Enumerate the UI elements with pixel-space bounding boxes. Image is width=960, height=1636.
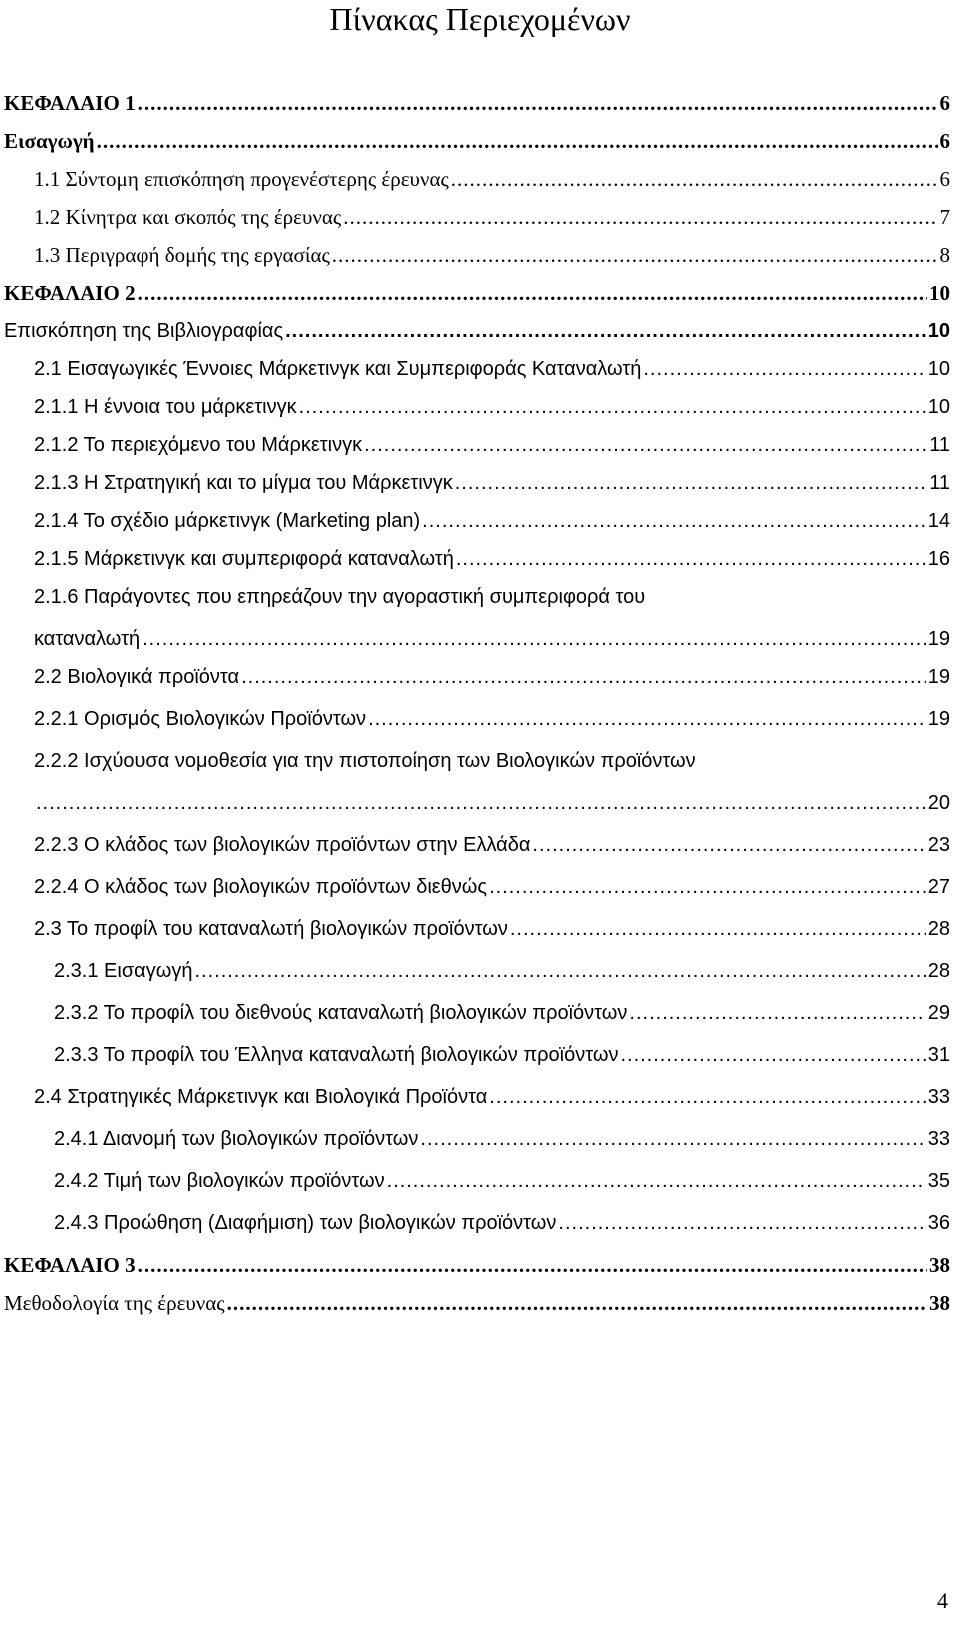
toc-entry-text: 2.1.2 Το περιεχόμενο του Μάρκετινγκ (34, 434, 363, 456)
toc-entry-text: Μεθοδολογία της έρευνας (4, 1291, 225, 1315)
toc-entry-text: 2.3.3 Το προφίλ του Έλληνα καταναλωτή βιολογικών προϊόντων (54, 1044, 619, 1066)
toc-page-number: 23 (927, 834, 950, 856)
toc-entry-text: 1.3 Περιγραφή δομής της εργασίας (34, 243, 330, 267)
toc-entry-text: ΚΕΦΑΛΑΙΟ 2 (4, 281, 136, 305)
toc-entry-text: 2.4.2 Τιμή των βιολογικών προϊόντων (54, 1170, 385, 1192)
toc-entry-text: 2.1.6 Παράγοντες που επηρεάζουν την αγοραστική συμπεριφορά του (34, 586, 646, 608)
toc-page-number: 29 (927, 1002, 950, 1024)
toc-entry-text: 2.2.1 Ορισμός Βιολογικών Προϊόντων (34, 708, 367, 730)
dot-leader (629, 994, 925, 1032)
dot-leader (97, 122, 938, 160)
toc-entry-text: Εισαγωγή (4, 129, 95, 153)
toc-entry-2-2-2[interactable] (34, 742, 950, 780)
toc-page-number: 11 (929, 434, 950, 456)
toc-entry-1-2[interactable] (34, 198, 950, 236)
dot-leader (558, 1204, 925, 1242)
toc-entry-2-4-1[interactable] (54, 1120, 950, 1158)
toc-entry-text: καταναλωτή (34, 628, 141, 650)
toc-entry-1-1[interactable] (34, 160, 950, 198)
dot-leader (364, 426, 927, 464)
toc-page-number: 16 (927, 548, 950, 570)
dot-leader (422, 502, 926, 540)
dot-leader (456, 540, 926, 578)
dot-leader (138, 274, 927, 312)
toc-entry-2-4-2[interactable] (54, 1162, 950, 1200)
toc-entry-text: 2.4.3 Προώθηση (Διαφήμιση) των βιολογικών προϊόντων (54, 1212, 557, 1234)
toc-page-number: 19 (927, 708, 950, 730)
toc-entry-text: 2.2.4 Ο κλάδος των βιολογικών προϊόντων διεθνώς (34, 876, 488, 898)
toc-page-number: 33 (927, 1086, 950, 1108)
toc-page-number: 7 (939, 205, 950, 229)
toc-entry-text: ΚΕΦΑΛΑΙΟ 1 (4, 91, 136, 115)
toc-entry-2-1-5[interactable] (34, 540, 950, 578)
toc-entry-chapter-2[interactable] (4, 274, 950, 312)
toc-page-number: 6 (939, 91, 950, 115)
toc-page-number: 19 (927, 628, 950, 650)
toc-entry-2-3-3[interactable] (54, 1036, 950, 1074)
toc-entry-2-1-6[interactable] (34, 578, 950, 616)
toc-page-number: 6 (939, 167, 950, 191)
toc-page-number: 35 (927, 1170, 950, 1192)
toc-entry-text: 2.4 Στρατηγικές Μάρκετινγκ και Βιολογικά Προϊόντα (34, 1086, 488, 1108)
toc-entry-introduction[interactable] (4, 122, 950, 160)
toc-entry-text: 2.1.3 Η Στρατηγική και το μίγμα του Μάρκετινγκ (34, 472, 453, 494)
toc-page-number: 10 (927, 396, 950, 418)
toc-entry-2-4-3[interactable] (54, 1204, 950, 1242)
toc-entry-2-2-3[interactable] (34, 826, 950, 864)
toc-entry-text: 1.2 Κίνητρα και σκοπός της έρευνας (34, 205, 342, 229)
dot-leader (142, 620, 926, 658)
dot-leader (643, 350, 925, 388)
dot-leader (194, 952, 925, 990)
dot-leader (241, 658, 926, 696)
toc-page-number: 14 (927, 510, 950, 532)
toc-page-number: 28 (927, 918, 950, 940)
toc-entry-text: 2.4.1 Διανομή των βιολογικών προϊόντων (54, 1128, 419, 1150)
toc-entry-2-2-1[interactable] (34, 700, 950, 738)
dot-leader (510, 910, 926, 948)
toc-page-number: 10 (927, 320, 950, 342)
dot-leader (620, 1036, 925, 1074)
dot-leader (138, 1246, 927, 1284)
toc-entry-2-1-4[interactable] (34, 502, 950, 540)
toc-entry-2-3-2[interactable] (54, 994, 950, 1032)
toc-page-number: 33 (927, 1128, 950, 1150)
toc-entry-2-3-1[interactable] (54, 952, 950, 990)
toc-entry-text: 2.1 Εισαγωγικές Έννοιες Μάρκετινγκ και Συμπεριφοράς Καταναλωτή (34, 358, 642, 380)
toc-entry-2-1-1[interactable] (34, 388, 950, 426)
dot-leader (227, 1284, 927, 1322)
toc-entry-2-2[interactable] (34, 658, 950, 696)
toc-entry-literature-review[interactable] (4, 312, 950, 350)
toc-entry-chapter-3[interactable] (4, 1246, 950, 1284)
toc-page-number: 19 (927, 666, 950, 688)
dot-leader (489, 1078, 925, 1116)
dot-leader (368, 700, 926, 738)
dot-leader (387, 1162, 926, 1200)
toc-entry-text: 2.3 Το προφίλ του καταναλωτή βιολογικών προϊόντων (34, 918, 508, 940)
toc-entry-2-1[interactable] (34, 350, 950, 388)
toc-page-number: 6 (939, 129, 950, 153)
toc-page-number: 38 (929, 1253, 950, 1277)
toc-entry-text: 2.1.5 Μάρκετινγκ και συμπεριφορά καταναλωτή (34, 548, 454, 570)
toc-entry-2-4[interactable] (34, 1078, 950, 1116)
dot-leader (455, 464, 927, 502)
toc-page-number: 38 (929, 1291, 950, 1315)
toc-page-number: 31 (927, 1044, 950, 1066)
toc-page-number: 8 (939, 243, 950, 267)
toc-entry-text: Επισκόπηση της Βιβλιογραφίας (4, 320, 284, 342)
dot-leader (332, 236, 938, 274)
toc-entry-text: 2.1.4 Το σχέδιο μάρκετινγκ (Marketing plan) (34, 510, 421, 532)
toc-entry-2-3[interactable] (34, 910, 950, 948)
dot-leader (489, 868, 926, 906)
toc-entry-text: 2.3.1 Εισαγωγή (54, 960, 193, 982)
toc-page-number: 27 (927, 876, 950, 898)
toc-entry-2-2-4[interactable] (34, 868, 950, 906)
toc-entry-text: 2.2.3 Ο κλάδος των βιολογικών προϊόντων στην Ελλάδα (34, 834, 531, 856)
toc-page-number: 20 (927, 792, 950, 814)
toc-entry-2-1-3[interactable] (34, 464, 950, 502)
toc-entry-text: 2.3.2 Το προφίλ του διεθνούς καταναλωτή βιολογικών προϊόντων (54, 1002, 628, 1024)
dot-leader (451, 160, 938, 198)
toc-entry-text: 2.2 Βιολογικά προϊόντα (34, 666, 240, 688)
dot-leader (285, 312, 926, 350)
toc-entry-text: ΚΕΦΑΛΑΙΟ 3 (4, 1253, 136, 1277)
toc-entry-text: 2.1.1 Η έννοια του μάρκετινγκ (34, 396, 297, 418)
toc-entry-methodology[interactable] (4, 1284, 950, 1322)
toc-entry-text: 1.1 Σύντομη επισκόπηση προγενέστερης έρευνας (34, 167, 449, 191)
toc-entry-2-1-6-cont[interactable] (34, 620, 950, 658)
toc-page-number: 10 (929, 281, 950, 305)
dot-leader (36, 784, 926, 822)
toc-page-number: 28 (927, 960, 950, 982)
dot-leader (299, 388, 926, 426)
toc-entry-2-1-2[interactable] (34, 426, 950, 464)
toc-entry-1-3[interactable] (34, 236, 950, 274)
page-number: 4 (937, 1588, 948, 1613)
toc-page-number: 10 (927, 358, 950, 380)
toc-entry-2-2-2-cont[interactable] (34, 784, 950, 822)
dot-leader (138, 84, 938, 122)
dot-leader (532, 826, 925, 864)
dot-leader (343, 198, 937, 236)
page-title: Πίνακας Περιεχομένων (329, 1, 631, 37)
toc-entry-text: 2.2.2 Ισχύουσα νομοθεσία για την πιστοποίηση των Βιολογικών προϊόντων (34, 750, 696, 772)
toc-page-number: 11 (929, 472, 950, 494)
dot-leader (420, 1120, 925, 1158)
toc-page-number: 36 (927, 1212, 950, 1234)
toc-entry-chapter-1[interactable] (4, 84, 950, 122)
